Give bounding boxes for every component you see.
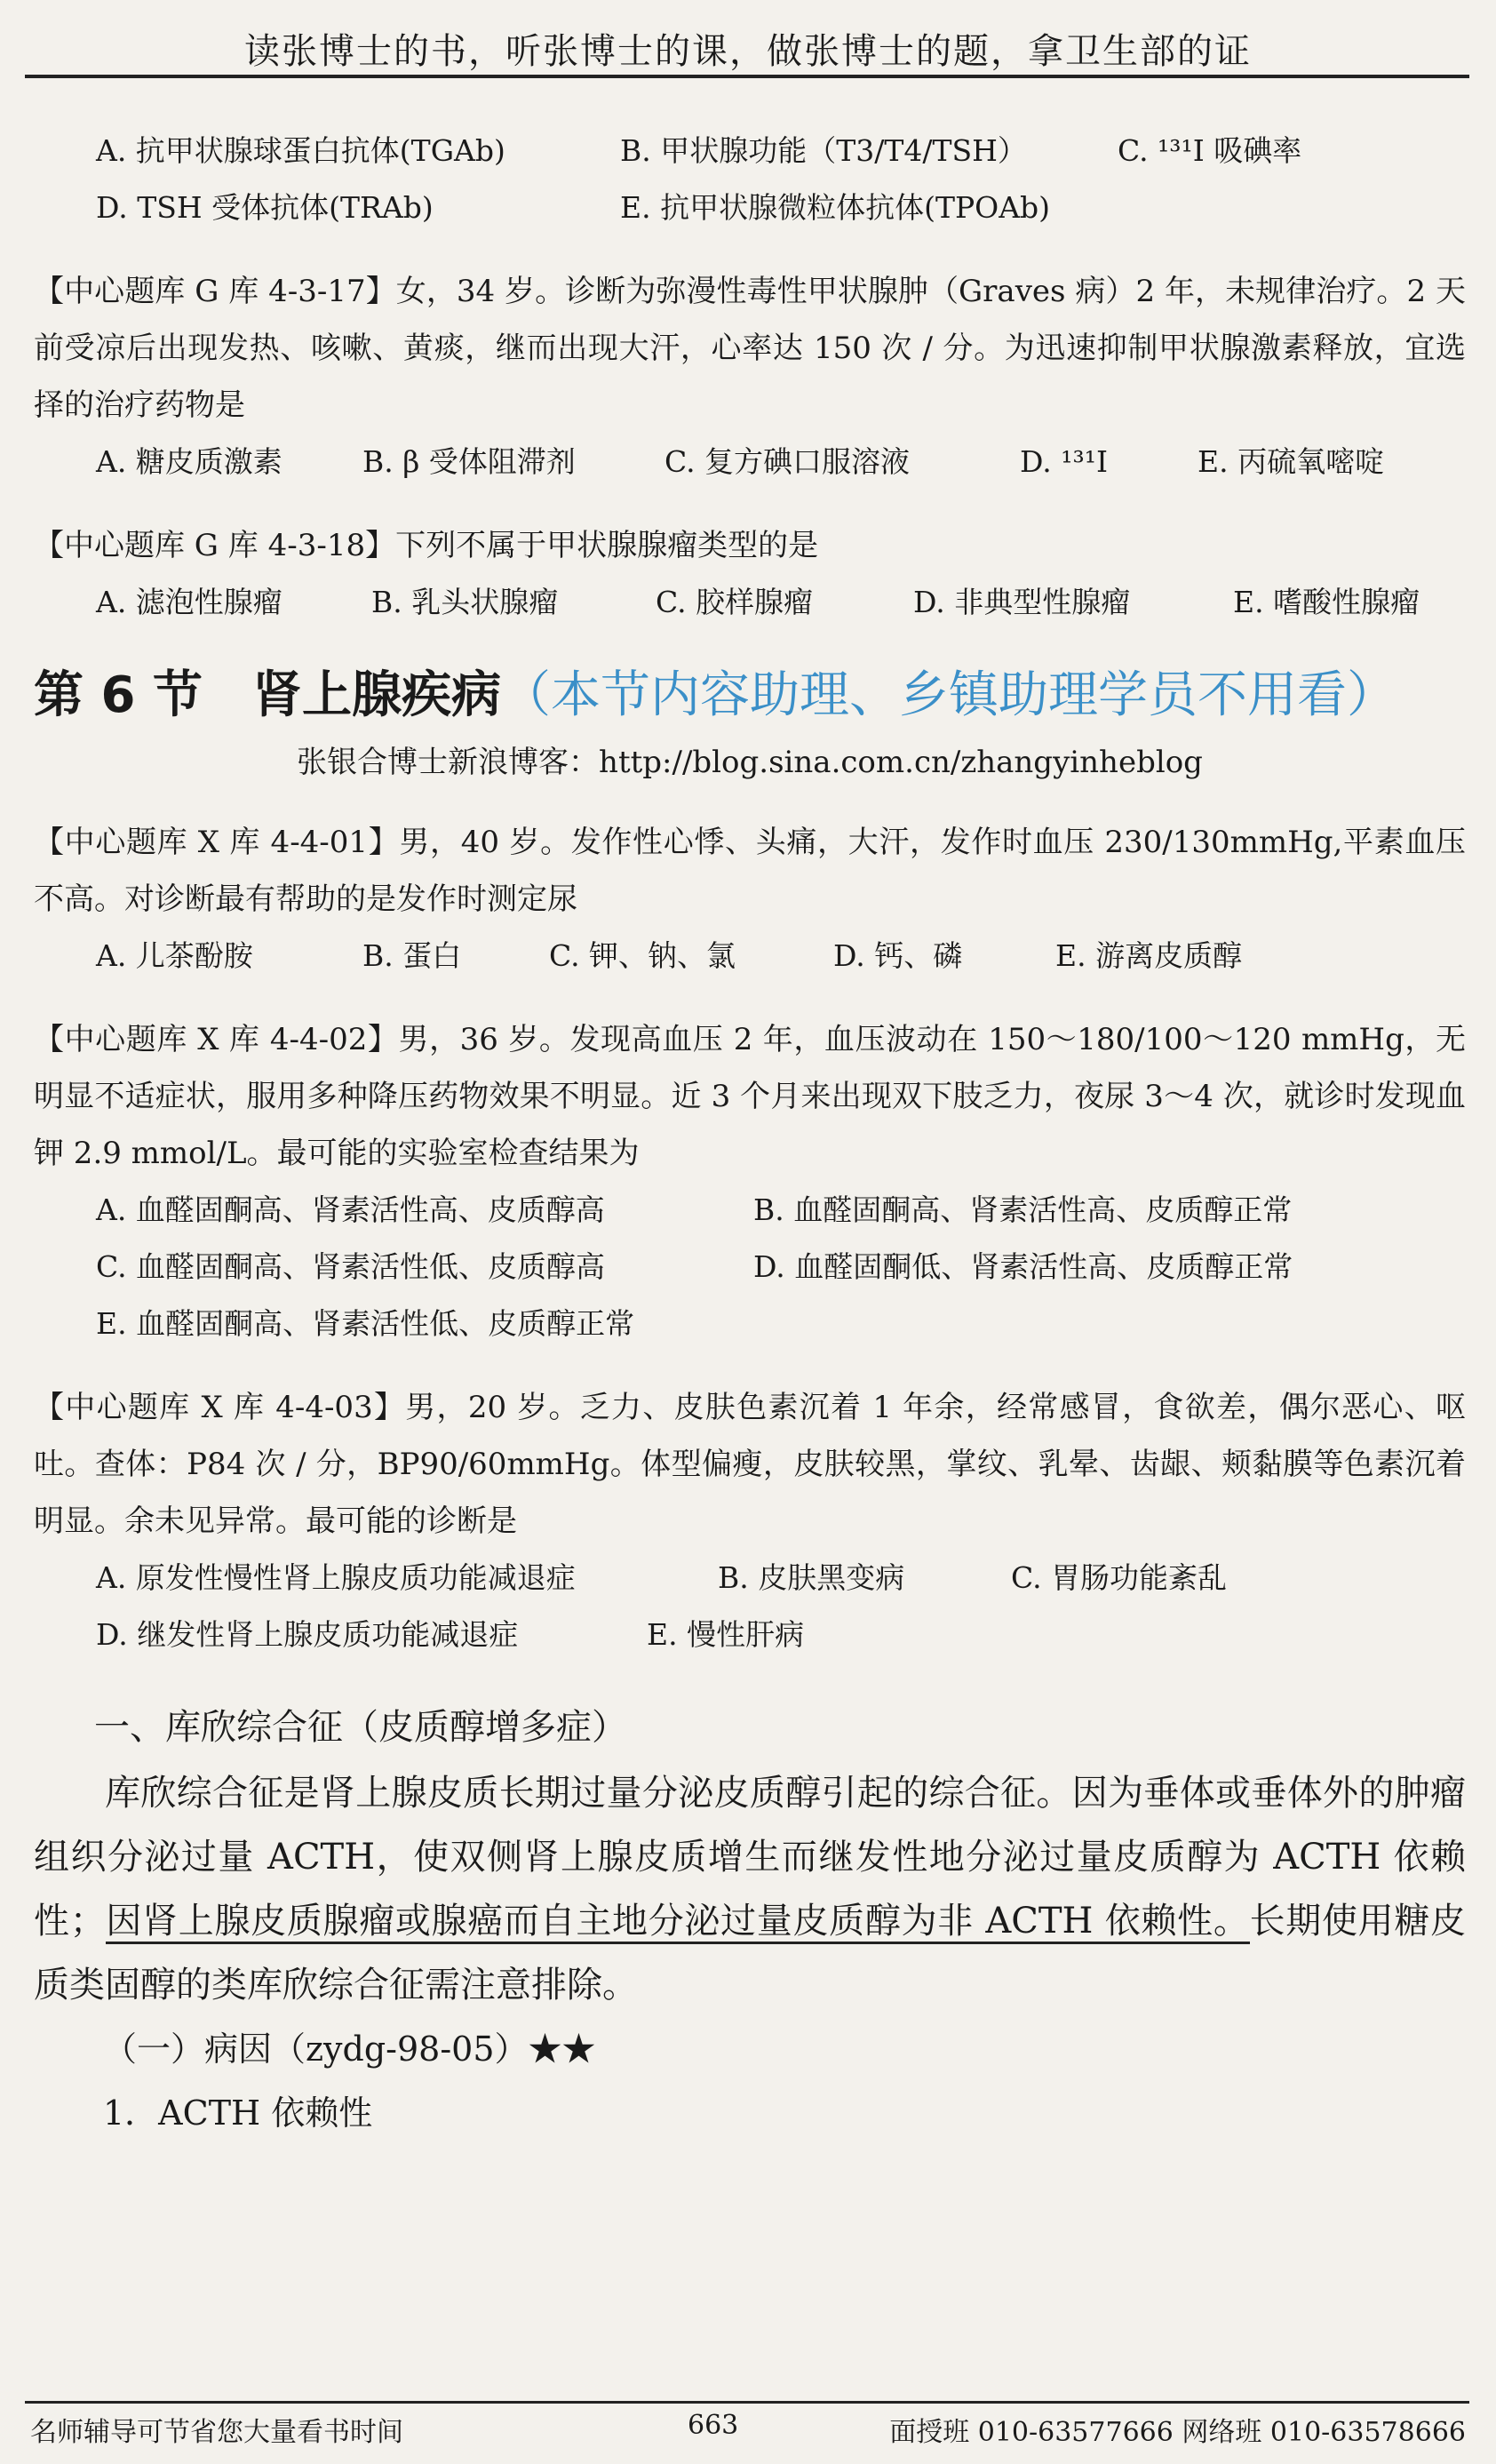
question-stem: 【中心题库 X 库 4-4-03】男，20 岁。乏力、皮肤色素沉着 1 年余，经常感冒，食欲差，偶尔恶心、呕吐。查体：P84 次 / 分，BP90/60mmHg。体型偏瘦，皮肤较黑，掌纹、乳晕、齿龈、颊黏膜等色素沉着明显。余未见异常。最可能的诊断是 bbox=[34, 1390, 1466, 1539]
options-row bbox=[34, 1239, 1466, 1296]
para-underlined: 因肾上腺皮质腺瘤或腺癌而自主地分泌过量皮质醇为非 ACTH 依赖性。 bbox=[106, 1901, 1250, 1944]
content bbox=[34, 123, 1466, 2145]
question-stem: 【中心题库 G 库 4-3-17】女，34 岁。诊断为弥漫性毒性甲状腺肿（Graves 病）2 年，未规律治疗。2 天前受凉后出现发热、咳嗽、黄痰，继而出现大汗，心率达 150 次 / 分。为迅速抑制甲状腺激素释放，宜选择的治疗药物是 bbox=[34, 274, 1466, 423]
running-header: 读张博士的书，听张博士的课，做张博士的题，拿卫生部的证 bbox=[244, 31, 1252, 72]
option: A. 糖皮质激素 bbox=[96, 444, 282, 479]
option: A. 原发性慢性肾上腺皮质功能减退症 bbox=[96, 1560, 576, 1595]
option: A. 儿茶酚胺 bbox=[96, 938, 253, 973]
question-x-4-4-02 bbox=[34, 1011, 1466, 1352]
prev-option: B. 甲状腺功能（T3/T4/TSH） bbox=[620, 133, 1027, 168]
option: B. 乳头状腺瘤 bbox=[371, 585, 559, 619]
subsection-heading: （一）病因（zydg-98-05）★★ bbox=[103, 2029, 596, 2069]
topic-paragraph bbox=[34, 1761, 1466, 2017]
header-rule bbox=[25, 75, 1469, 78]
prev-option: A. 抗甲状腺球蛋白抗体(TGAb) bbox=[96, 133, 505, 168]
option: D. 血醛固酮低、肾素活性高、皮质醇正常 bbox=[753, 1249, 1293, 1284]
option: E. 嗜酸性腺瘤 bbox=[1233, 585, 1420, 619]
question-stem: 【中心题库 G 库 4-3-18】下列不属于甲状腺腺瘤类型的是 bbox=[34, 528, 819, 563]
options-row bbox=[34, 1296, 1466, 1352]
section-title bbox=[34, 656, 1466, 736]
option: B. 皮肤黑变病 bbox=[718, 1560, 905, 1595]
options-row bbox=[34, 434, 1466, 490]
option: B. 蛋白 bbox=[362, 938, 462, 973]
options-row bbox=[34, 1550, 1466, 1607]
option: B. 血醛固酮高、肾素活性高、皮质醇正常 bbox=[753, 1192, 1293, 1227]
options-row bbox=[34, 1607, 1466, 1663]
option: C. 胶样腺瘤 bbox=[656, 585, 814, 619]
option: D. 继发性肾上腺皮质功能减退症 bbox=[96, 1617, 519, 1652]
question-stem: 【中心题库 X 库 4-4-02】男，36 岁。发现高血压 2 年，血压波动在 150～180/100～120 mmHg，无明显不适症状，服用多种降压药物效果不明显。近 3 个月来出现双下肢乏力，夜尿 3～4 次，就诊时发现血钾 2.9 mmol/L。最可能的实验室检查结果为 bbox=[34, 1022, 1466, 1171]
option: C. 钾、钠、氯 bbox=[549, 938, 736, 973]
option: D. 非典型性腺瘤 bbox=[913, 585, 1131, 619]
option: E. 慢性肝病 bbox=[647, 1617, 805, 1652]
options-row bbox=[34, 574, 1466, 631]
option: D. ¹³¹I bbox=[1020, 444, 1108, 479]
blog-line: 张银合博士新浪博客：http://blog.sina.com.cn/zhangyinheblog bbox=[297, 745, 1203, 780]
option: C. 胃肠功能紊乱 bbox=[1011, 1560, 1228, 1595]
question-g-4-3-18 bbox=[34, 517, 1466, 631]
question-x-4-4-03 bbox=[34, 1379, 1466, 1663]
question-g-4-3-17 bbox=[34, 263, 1466, 490]
prev-options-row-1 bbox=[34, 123, 1466, 179]
para-part: 长期使用糖皮质类固醇的类库欣综合征需注意排除。 bbox=[34, 1901, 1467, 2005]
subsection-item: 1．ACTH 依赖性 bbox=[103, 2093, 373, 2133]
footer-rule bbox=[25, 2401, 1469, 2404]
options-row bbox=[34, 928, 1466, 985]
option: A. 血醛固酮高、肾素活性高、皮质醇高 bbox=[96, 1192, 605, 1227]
prev-option: E. 抗甲状腺微粒体抗体(TPOAb) bbox=[620, 190, 1051, 225]
option: E. 丙硫氧嘧啶 bbox=[1198, 444, 1385, 479]
section-title-text: 第 6 节 肾上腺疾病 bbox=[34, 666, 501, 724]
option: E. 血醛固酮高、肾素活性低、皮质醇正常 bbox=[96, 1306, 635, 1341]
prev-option: C. ¹³¹I 吸碘率 bbox=[1118, 133, 1302, 168]
option: D. 钙、磷 bbox=[833, 938, 963, 973]
option: B. β 受体阻滞剂 bbox=[362, 444, 576, 479]
option: A. 滤泡性腺瘤 bbox=[96, 585, 282, 619]
footer-contact: 面授班 010-63577666 网络班 010-63578666 bbox=[889, 2417, 1466, 2448]
option: C. 血醛固酮高、肾素活性低、皮质醇高 bbox=[96, 1249, 606, 1284]
prev-option: D. TSH 受体抗体(TRAb) bbox=[96, 190, 434, 225]
options-row bbox=[34, 1182, 1466, 1239]
para-part: 库欣综合征是肾上腺皮质长期过量分泌皮质醇引起的综合征。因为垂体或垂体外的肿瘤组织分泌过量 ACTH，使双侧肾上腺皮质增生而继发性地分泌过量皮质醇为 ACTH 依赖性； bbox=[34, 1773, 1466, 1942]
footer-slogan: 名师辅导可节省您大量看书时间 bbox=[30, 2417, 403, 2448]
option: C. 复方碘口服溶液 bbox=[664, 444, 911, 479]
question-stem: 【中心题库 X 库 4-4-01】男，40 岁。发作性心悸、头痛，大汗，发作时血压 230/130mmHg,平素血压不高。对诊断最有帮助的是发作时测定尿 bbox=[34, 825, 1466, 917]
prev-options-row-2 bbox=[34, 179, 1466, 236]
option: E. 游离皮质醇 bbox=[1055, 938, 1243, 973]
question-x-4-4-01 bbox=[34, 814, 1466, 985]
page-number: 663 bbox=[688, 2410, 739, 2441]
section-note: （本节内容助理、乡镇助理学员不用看） bbox=[500, 666, 1397, 724]
topic-heading: 一、库欣综合征（皮质醇增多症） bbox=[94, 1707, 627, 1748]
